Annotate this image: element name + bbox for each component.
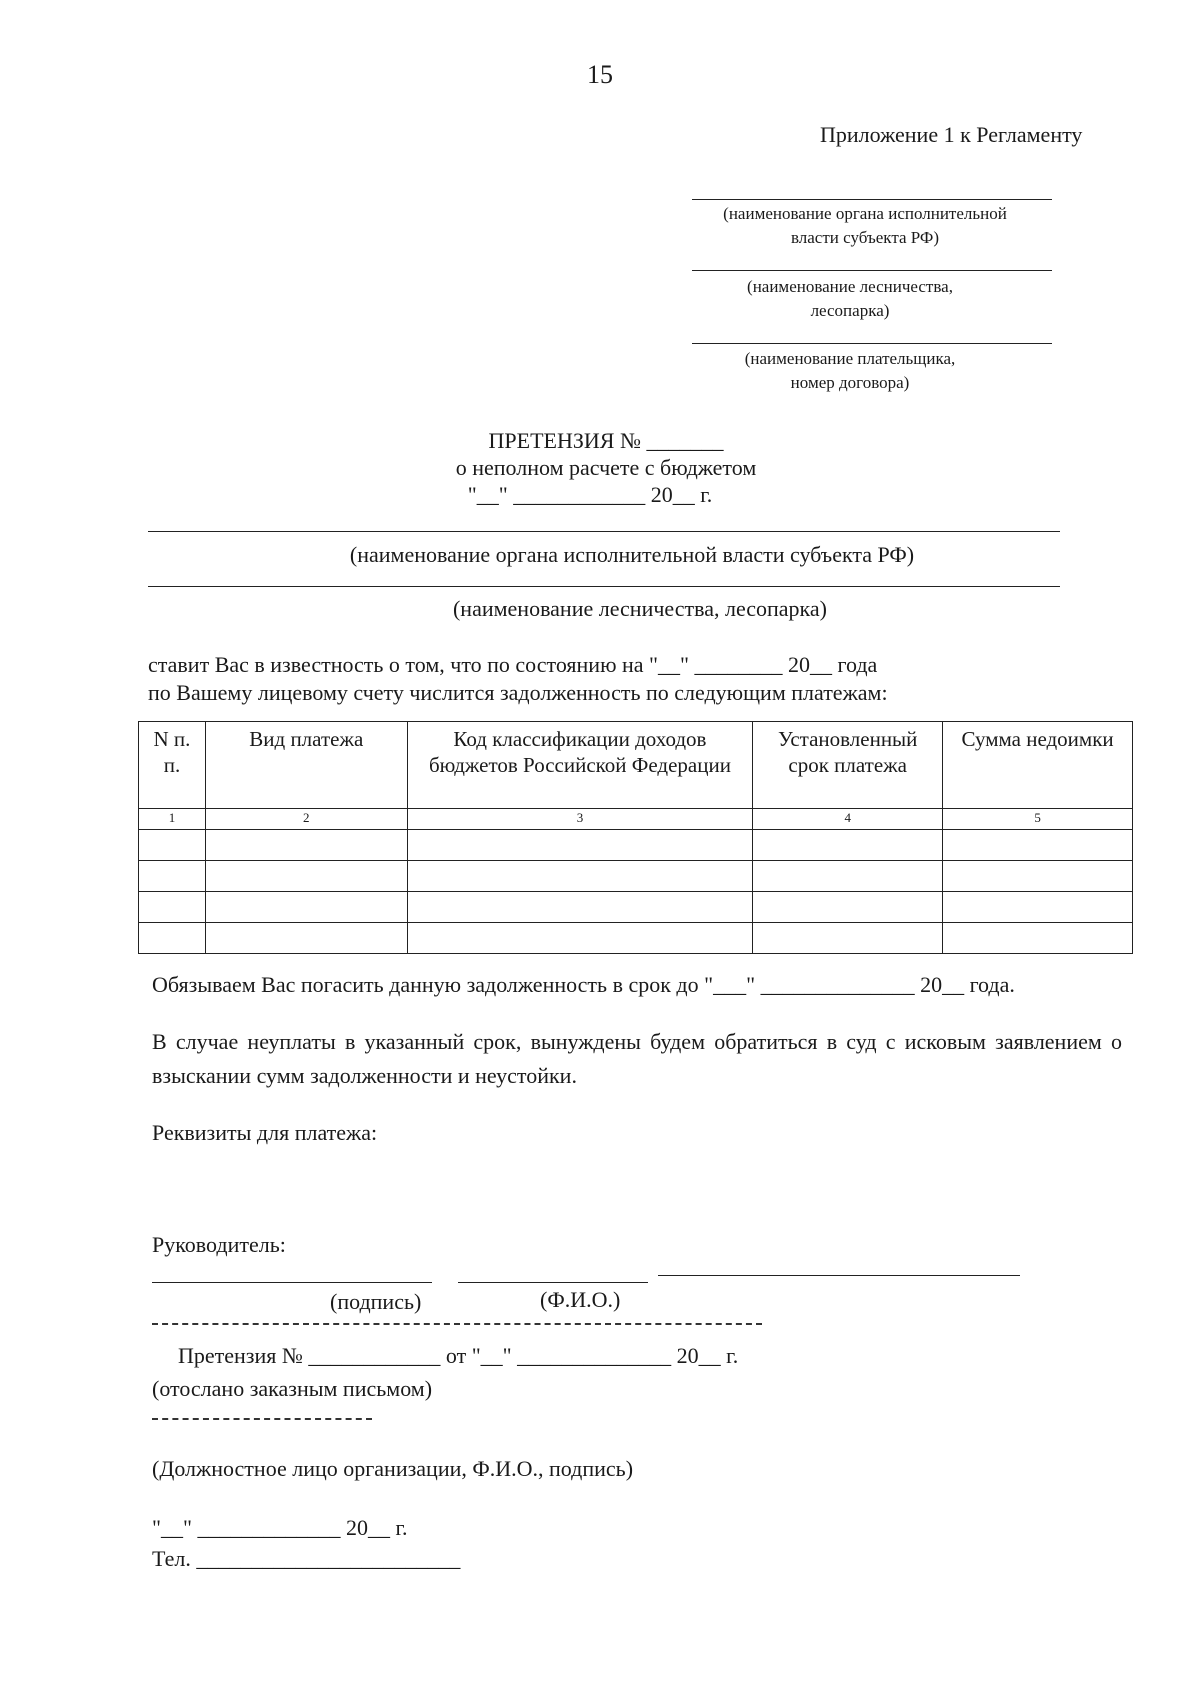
annex-label: Приложение 1 к Регламенту <box>820 122 1083 147</box>
cut-line <box>152 1323 762 1325</box>
table-row <box>139 861 1133 892</box>
header-cell: Сумма недоимки <box>943 722 1133 809</box>
intro-line-1: ставит Вас в известность о том, что по состоянию на "__" ________ 20__ года <box>148 652 878 677</box>
official-caption: (Должностное лицо организации, Ф.И.О., подпись) <box>152 1456 634 1481</box>
recipient-caption-line: номер договора) <box>790 373 910 392</box>
intro-line-2: по Вашему лицевому счету числится задолженность по следующим платежам: <box>148 680 888 705</box>
claim-reference-line: Претензия № ____________ от "__" ______________ 20__ г. <box>178 1343 739 1368</box>
warning-text: В случае неуплаты в указанный срок, вынуждены будем обратиться в суд с исковым заявлением о взыскании сумм задолженности и неустойки. <box>152 1029 1122 1088</box>
requisites-label: Реквизиты для платежа: <box>152 1120 378 1145</box>
header-cell: Установленный срок платежа <box>753 722 943 809</box>
number-cell: 4 <box>753 809 943 830</box>
claim-date: "__" ____________ 20__ г. <box>467 482 713 507</box>
short-cut-line <box>152 1418 372 1420</box>
date-line: "__" _____________ 20__ г. <box>152 1515 408 1540</box>
recipient-caption-line: (наименование плательщика, <box>744 349 956 368</box>
number-cell: 1 <box>139 809 206 830</box>
number-cell: 2 <box>205 809 407 830</box>
number-cell: 3 <box>407 809 753 830</box>
recipient-caption-payer <box>690 347 1010 395</box>
table-row <box>139 923 1133 954</box>
table-row <box>139 892 1133 923</box>
fio-line <box>458 1282 648 1283</box>
header-cell: Код классификации доходов бюджетов Российской Федерации <box>407 722 753 809</box>
recipient-caption-line: (наименование органа исполнительной <box>723 204 1007 223</box>
recipient-line-2 <box>692 270 1052 271</box>
header-cell: N п. п. <box>139 722 206 809</box>
signature-line <box>152 1282 432 1283</box>
recipient-caption-line: лесопарка) <box>810 301 890 320</box>
signature-caption: (подпись) <box>330 1289 422 1314</box>
recipient-line-1 <box>692 199 1052 200</box>
tel-line: Тел. ________________________ <box>152 1546 461 1571</box>
forestry-caption: (наименование лесничества, лесопарка) <box>452 596 828 621</box>
claim-subtitle: о неполном расчете с бюджетом <box>455 455 757 480</box>
table-row <box>139 830 1133 861</box>
head-label: Руководитель: <box>152 1232 286 1257</box>
authority-line <box>148 531 1060 532</box>
obligation-text: Обязываем Вас погасить данную задолженность в срок до "___" ______________ 20__ года. <box>152 972 1015 997</box>
claim-title: ПРЕТЕНЗИЯ № _______ <box>488 428 724 453</box>
sent-note: (отослано заказным письмом) <box>152 1376 433 1401</box>
payments-table <box>138 721 1133 954</box>
recipient-caption-line: (наименование лесничества, <box>747 277 953 296</box>
forestry-line <box>148 586 1060 587</box>
table-header-row <box>139 722 1133 809</box>
recipient-caption-line: власти субъекта РФ) <box>790 228 940 247</box>
authority-caption: (наименование органа исполнительной власти субъекта РФ) <box>349 542 915 567</box>
header-cell: Вид платежа <box>205 722 407 809</box>
recipient-caption-forestry <box>690 275 1010 323</box>
recipient-caption-authority <box>680 202 1050 250</box>
page-number: 15 <box>587 60 613 89</box>
extra-line <box>658 1275 1020 1276</box>
table-number-row <box>139 809 1133 830</box>
fio-caption: (Ф.И.О.) <box>540 1287 621 1312</box>
recipient-line-3 <box>692 343 1052 344</box>
number-cell: 5 <box>943 809 1133 830</box>
